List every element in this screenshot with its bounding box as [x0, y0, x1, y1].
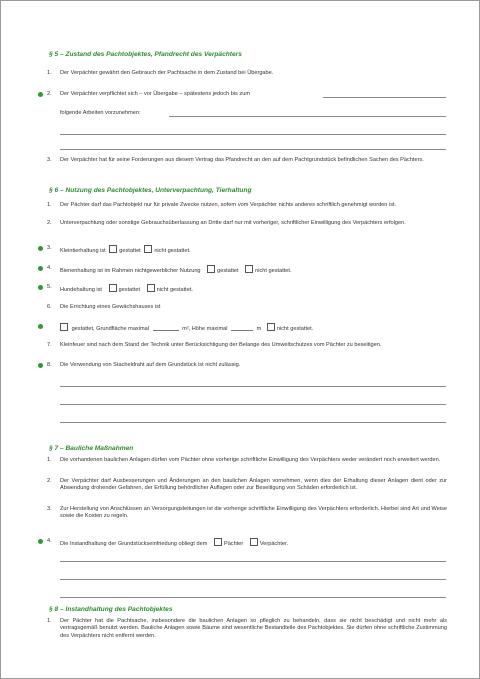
s6-item-4-number: 4. — [47, 265, 52, 271]
s6-item-6-number: 6. — [47, 304, 52, 310]
s5-item-2-number: 2. — [47, 91, 52, 97]
checkbox-label: Pächter — [223, 541, 244, 547]
works-input-line-1[interactable] — [169, 116, 446, 117]
s6-item-2-number: 2. — [47, 220, 52, 226]
s7-input-line-1[interactable] — [60, 561, 446, 562]
s6-item-5-text: Hundehaltung ist — [60, 287, 102, 293]
s6-input-line-3[interactable] — [60, 422, 446, 423]
paechter-checkbox[interactable] — [214, 538, 222, 546]
s5-item-1-text: Der Verpächter gewährt den Gebrauch der Pachtsache in dem Zustand bei Übergabe. — [60, 70, 274, 76]
s6-input-line-2[interactable] — [60, 404, 446, 405]
hunde-nicht-gestattet-checkbox[interactable] — [147, 284, 155, 292]
s8-item-1-number: 1. — [47, 618, 52, 624]
s7-input-line-2[interactable] — [60, 579, 446, 580]
checkbox-label: Verpächter. — [259, 541, 289, 547]
s7-input-line-3[interactable] — [60, 597, 446, 598]
section-8-heading: § 8 – Instandhaltung des Pachtobjektes — [49, 606, 173, 613]
s7-item-2-text: Der Verpächter darf Ausbesserungen und Änderungen an den baulichen Anlagen vornehmen, wenn dies der Erhaltung dieser Anlagen dient oder zur Abwendung drohender Gefahren, der Erfüllung behördlicher Auflagen oder zur Beseitigung von Schäden erforderlich ist. — [60, 478, 447, 492]
gewaechshaus-nicht-gestattet-checkbox[interactable] — [267, 323, 275, 331]
section-7-heading: § 7 – Bauliche Maßnahmen — [49, 445, 134, 452]
unit-label: m — [256, 326, 262, 332]
s6-item-5-number: 5. — [47, 284, 52, 290]
s6-item-7-number: 7. — [47, 342, 52, 348]
gewaechshaus-hoehe-label: m², Höhe maximal — [182, 326, 228, 332]
works-input-line-2[interactable] — [60, 134, 446, 135]
required-field-marker — [38, 266, 43, 271]
s5-item-2-text: Der Verpächter verpflichtet sich – vor Übergabe – spätestens jedoch bis zum — [60, 91, 250, 97]
s6-item-2-text: Unterverpachtung oder sonstige Gebrauchsüberlassung an Dritte darf nur mit vorheriger, schriftlicher Einwilligung des Verpächters erfolgen. — [60, 220, 406, 226]
required-field-marker — [38, 246, 43, 251]
kleintier-nicht-gestattet-checkbox[interactable] — [144, 245, 152, 253]
checkbox-label: nicht gestattet. — [156, 287, 193, 293]
s6-item-3-text: Kleintierhaltung ist — [60, 248, 106, 254]
required-field-marker — [38, 324, 43, 329]
section-5-heading: § 5 – Zustand des Pachtobjektes, Pfandrecht des Verpächters — [49, 51, 242, 58]
s7-item-2-number: 2. — [47, 478, 52, 484]
s6-item-3-row — [60, 245, 447, 255]
s6-item-4-text: Bienenhaltung ist im Rahmen nichtgewerblicher Nutzung — [60, 268, 201, 274]
hunde-gestattet-checkbox[interactable] — [109, 284, 117, 292]
grundflaeche-input[interactable] — [153, 325, 179, 331]
s6-item-6-text: Die Errichtung eines Gewächshauses ist — [60, 304, 161, 310]
s8-item-1-text: Der Pächter hat die Pachtsache, insbesondere die baulichen Anlagen so pfleglich zu behandeln, dass sie nicht beschädigt und nicht mehr als vertragsgemäß benutzt werden. Bauliche Anlagen sowie Bäume sind wesentliche Bestandteile des Pachtobjektes. Sie dürfen ohne schriftliche Zustimmung des Verpächters nicht entfernt werden. — [60, 618, 447, 639]
kleintier-gestattet-checkbox[interactable] — [109, 245, 117, 253]
checkbox-label: gestattet — [119, 248, 141, 254]
date-input-line[interactable] — [323, 97, 446, 98]
hoehe-input[interactable] — [231, 325, 253, 331]
s6-item-7-text: Kleinfeuer sind nach dem Stand der Technik unter Berücksichtigung der Belange des Umweltschutzes vom Pächter zu beseitigen. — [60, 342, 382, 348]
s6-item-1-text: Der Pächter darf das Pachtobjekt nur für private Zwecke nutzen, sofern vom Verpächter nichts anderes schriftlich genehmigt worden ist. — [60, 202, 397, 208]
checkbox-label: nicht gestattet. — [276, 326, 314, 332]
s7-item-3-number: 3. — [47, 506, 52, 512]
verpaechter-checkbox[interactable] — [250, 538, 258, 546]
s7-item-1-text: Die vorhandenen baulichen Anlagen dürfen vom Pächter ohne vorherige schriftliche Einwilligung des Verpächters weder verändert noch erweitert werden. — [60, 457, 441, 463]
s5-item-2-followup-text: folgende Arbeiten vorzunehmen: — [60, 110, 141, 116]
s6-item-3-number: 3. — [47, 245, 52, 251]
s6-item-8-number: 8. — [47, 362, 52, 368]
s7-item-4-number: 4. — [47, 538, 52, 544]
s6-input-line-1[interactable] — [60, 386, 446, 387]
s6-item-4-row — [60, 265, 447, 275]
required-field-marker — [38, 363, 43, 368]
gewaechshaus-gestattet-label: gestattet, Grundfläche maximal — [71, 326, 149, 332]
s7-item-4-row — [60, 538, 447, 548]
gewaechshaus-gestattet-checkbox[interactable] — [60, 323, 68, 331]
s6-item-8-text: Die Verwendung von Stacheldraht auf dem Grundstück ist nicht zulässig. — [60, 362, 241, 368]
checkbox-label: nicht gestattet. — [255, 268, 292, 274]
required-field-marker — [38, 539, 43, 544]
required-field-marker — [38, 285, 43, 290]
bienen-gestattet-checkbox[interactable] — [207, 265, 215, 273]
required-field-marker — [38, 92, 43, 97]
bienen-nicht-gestattet-checkbox[interactable] — [245, 265, 253, 273]
s7-item-4-text: Die Instandhaltung der Grundstückseinfriedung obliegt dem — [60, 541, 208, 547]
works-input-line-3[interactable] — [60, 149, 446, 150]
s5-item-3-number: 3. — [47, 157, 52, 163]
s5-item-3-text: Der Verpächter hat für seine Forderungen aus diesem Vertrag das Pfandrecht an den auf dem Pachtgrundstück befindlichen Sachen des Pächters. — [60, 157, 424, 163]
checkbox-label: gestattet — [118, 287, 141, 293]
s6-item-6-options-row — [60, 323, 447, 333]
s6-item-5-row — [60, 284, 447, 294]
s6-item-1-number: 1. — [47, 202, 52, 208]
checkbox-label: gestattet — [217, 268, 239, 274]
s7-item-1-number: 1. — [47, 457, 52, 463]
section-6-heading: § 6 – Nutzung des Pachtobjektes, Unterverpachtung, Tierhaltung — [49, 187, 252, 194]
s5-item-1-number: 1. — [47, 70, 52, 76]
checkbox-label: nicht gestattet. — [154, 248, 191, 254]
s7-item-3-text: Zur Herstellung von Anschlüssen an Versorgungsleitungen ist die vorherige schriftliche Einwilligung des Verpächters erforderlich. Hierbei sind Art und Weise sowie die Kosten zu regeln. — [60, 506, 447, 520]
